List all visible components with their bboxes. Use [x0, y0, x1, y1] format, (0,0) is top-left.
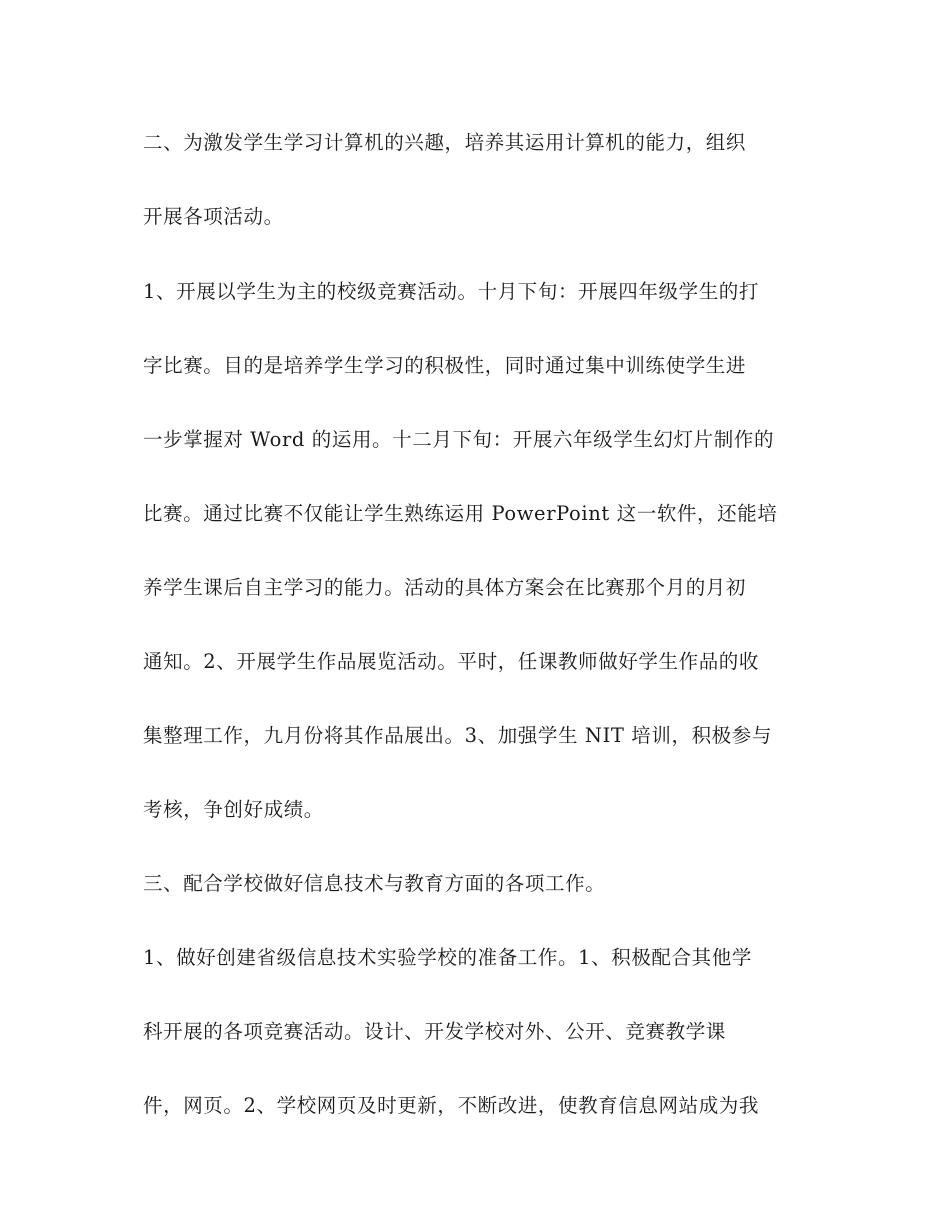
- text-line-14: 件，网页。2、学校网页及时更新，不断改进，使教育信息网站成为我: [143, 1094, 760, 1117]
- text-line-4: 字比赛。目的是培养学生学习的积极性，同时通过集中训练使学生进: [143, 354, 747, 377]
- text-line-5: 一步掌握对 Word 的运用。十二月下旬：开展六年级学生幻灯片制作的: [143, 428, 775, 451]
- text-line-2: 开展各项活动。: [143, 205, 284, 228]
- text-line-8: 通知。2、开展学生作品展览活动。平时，任课教师做好学生作品的收: [143, 650, 760, 673]
- text-line-7: 养学生课后自主学习的能力。活动的具体方案会在比赛那个月的月初: [143, 576, 747, 599]
- text-line-13: 科开展的各项竞赛活动。设计、开发学校对外、公开、竞赛教学课: [143, 1020, 726, 1043]
- text-line-11: 三、配合学校做好信息技术与教育方面的各项工作。: [143, 872, 606, 895]
- text-line-1: 二、为激发学生学习计算机的兴趣，培养其运用计算机的能力，组织: [143, 131, 747, 154]
- text-line-10: 考核，争创好成绩。: [143, 798, 324, 821]
- text-line-9: 集整理工作，九月份将其作品展出。3、加强学生 NIT 培训，积极参与: [143, 724, 772, 747]
- text-line-12: 1、做好创建省级信息技术实验学校的准备工作。1、积极配合其他学: [143, 946, 752, 969]
- text-line-3: 1、开展以学生为主的校级竞赛活动。十月下旬：开展四年级学生的打: [143, 280, 760, 303]
- text-line-6: 比赛。通过比赛不仅能让学生熟练运用 PowerPoint 这一软件，还能培: [143, 502, 778, 525]
